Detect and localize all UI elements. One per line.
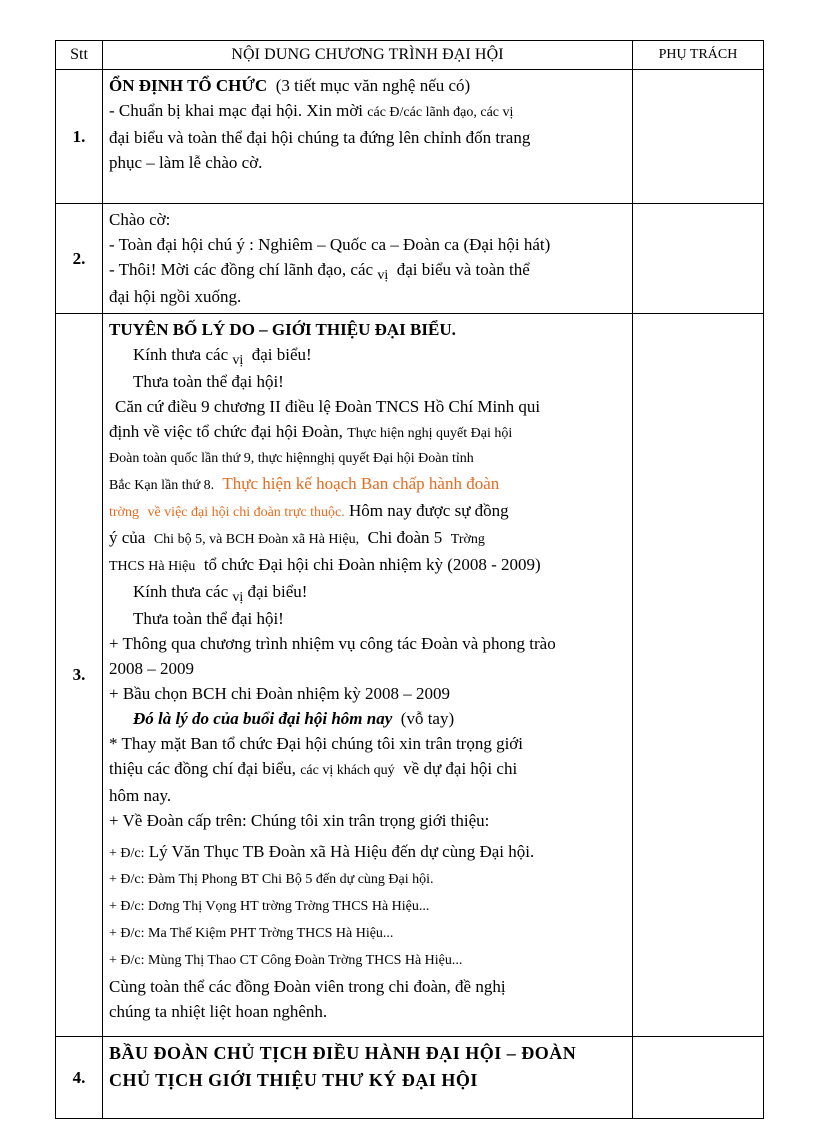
row-content	[103, 70, 633, 204]
text-line: Chi bộ 5, và BCH Đoàn xã Hà Hiệu,	[153, 532, 360, 547]
section-title: ỔN ĐỊNH TỔ CHỨC	[109, 76, 268, 95]
section-title: Chào cờ:	[109, 210, 171, 229]
guest-item: + Đ/c: Ma Thế Kiệm PHT Trờng THCS Hà Hiệu...	[109, 926, 394, 941]
header-content: NỘI DUNG CHƯƠNG TRÌNH ĐẠI HỘI	[103, 41, 633, 70]
program-table	[55, 40, 764, 1119]
title-note: (3 tiết mục văn nghệ nếu có)	[275, 76, 471, 95]
text-line: định về việc tổ chức đại hội Đoàn,	[109, 422, 343, 441]
text-line: Trờng	[450, 532, 485, 547]
responsible-cell	[633, 1037, 764, 1119]
text-line: Thưa toàn thể đại hội!	[133, 609, 284, 628]
text-line: phục – làm lễ chào cờ.	[109, 153, 263, 172]
row-number: 3.	[56, 314, 103, 1037]
text-line: Thực hiện nghị quyết Đại hội	[347, 426, 513, 441]
text-line: đại biểu!	[247, 582, 308, 601]
table-row-3	[56, 314, 764, 1037]
reason-statement: Đó là lý do của buổi đại hội hôm nay	[133, 709, 393, 728]
text-line: hôm nay.	[109, 786, 172, 805]
text-line: đại biểu và toàn thể	[396, 260, 530, 279]
list-item: + Bầu chọn BCH chi Đoàn nhiệm kỳ 2008 – 2009	[109, 684, 451, 703]
highlighted-text: Thực hiện kế hoạch Ban chấp hành đoàn	[222, 474, 500, 493]
text-line: + Về Đoàn cấp trên: Chúng tôi xin trân trọng giới thiệu:	[109, 811, 490, 830]
list-item: 2008 – 2009	[109, 659, 194, 678]
text-line: Cùng toàn thể các đồng Đoàn viên trong chi đoàn, đề nghị	[109, 977, 506, 996]
text-line: tổ chức Đại hội chi Đoàn nhiệm kỳ (2008 - 2009)	[203, 555, 541, 574]
text-line: Thưa toàn thể đại hội!	[133, 372, 284, 391]
text-line: * Thay mặt Ban tổ chức Đại hội chúng tôi xin trân trọng giới	[109, 734, 524, 753]
text-line: - Chuẩn bị khai mạc đại hội. Xin mời	[109, 101, 364, 120]
section-title: BẦU ĐOÀN CHỦ TỊCH ĐIỀU HÀNH ĐẠI HỘI – ĐOÀN	[109, 1043, 577, 1063]
text-line: thiệu các đồng chí đại biểu,	[109, 759, 296, 778]
header-stt: Stt	[56, 41, 103, 70]
text-line: đại hội ngồi xuống.	[109, 287, 242, 306]
responsible-cell	[633, 314, 764, 1037]
text-line: các Đ/các lãnh đạo, các vị	[367, 105, 514, 120]
text-line: vị	[232, 590, 244, 605]
table-header-row	[56, 41, 764, 70]
text-line: Kính thưa các	[133, 582, 229, 601]
row-content	[103, 204, 633, 314]
text-line: chúng ta nhiệt liệt hoan nghênh.	[109, 1002, 328, 1021]
responsible-cell	[633, 204, 764, 314]
section-title: CHỦ TỊCH GIỚI THIỆU THƯ KÝ ĐẠI HỘI	[109, 1070, 478, 1090]
highlighted-text: về việc đại hội chi đoàn trực thuộc.	[147, 505, 345, 520]
table-row-4	[56, 1037, 764, 1119]
table-row-1	[56, 70, 764, 204]
responsible-cell	[633, 70, 764, 204]
text-line: đại biểu và toàn thể đại hội chúng ta đứng lên chỉnh đốn trang	[109, 128, 531, 147]
text-line: (vỗ tay)	[400, 709, 455, 728]
guest-prefix: + Đ/c:	[109, 846, 145, 861]
text-line: về dự đại hội chi	[403, 759, 518, 778]
row-content	[103, 314, 633, 1037]
guest-item: + Đ/c: Đàm Thị Phong BT Chi Bộ 5 đến dự cùng Đại hội.	[109, 872, 434, 887]
text-line: - Toàn đại hội chú ý : Nghiêm – Quốc ca – Đoàn ca (Đại hội hát)	[109, 235, 551, 254]
highlighted-text: trờng	[109, 505, 139, 520]
row-number: 4.	[56, 1037, 103, 1119]
guest-item: Lý Văn Thục TB Đoàn xã Hà Hiệu đến dự cùng Đại hội.	[148, 842, 535, 861]
text-line: - Thôi! Mời các đồng chí lãnh đạo, các	[109, 260, 374, 279]
text-line: THCS Hà Hiệu	[109, 559, 196, 574]
program-page	[55, 40, 763, 1119]
text-line: Bắc Kạn lần thứ 8.	[109, 478, 215, 493]
guest-item: + Đ/c: Dơng Thị Vọng HT trờng Trờng THCS Hà Hiệu...	[109, 899, 430, 914]
text-line: Hôm nay được sự đồng	[349, 501, 509, 520]
text-line: Chi đoàn 5	[367, 528, 443, 547]
row-number: 2.	[56, 204, 103, 314]
row-content	[103, 1037, 633, 1119]
text-line: đại biểu!	[251, 345, 312, 364]
text-line: ý của	[109, 528, 146, 547]
text-line: Kính thưa các	[133, 345, 229, 364]
text-line: Căn cứ điều 9 chương II điều lệ Đoàn TNCS Hồ Chí Minh qui	[115, 397, 541, 416]
section-title: TUYÊN BỐ LÝ DO – GIỚI THIỆU ĐẠI BIỂU.	[109, 320, 456, 339]
row-number: 1.	[56, 70, 103, 204]
header-responsible: PHỤ TRÁCH	[633, 41, 764, 70]
table-row-2	[56, 204, 764, 314]
text-line: vị	[377, 268, 389, 283]
text-line: các vị khách quý	[300, 763, 395, 778]
text-line: Đoàn toàn quốc lần thứ 9, thực hiệnnghị quyết Đại hội Đoàn tỉnh	[109, 451, 474, 466]
text-line: vị	[232, 353, 244, 368]
guest-item: + Đ/c: Mùng Thị Thao CT Công Đoàn Trờng THCS Hà Hiệu...	[109, 953, 463, 968]
list-item: + Thông qua chương trình nhiệm vụ công tác Đoàn và phong trào	[109, 634, 556, 653]
